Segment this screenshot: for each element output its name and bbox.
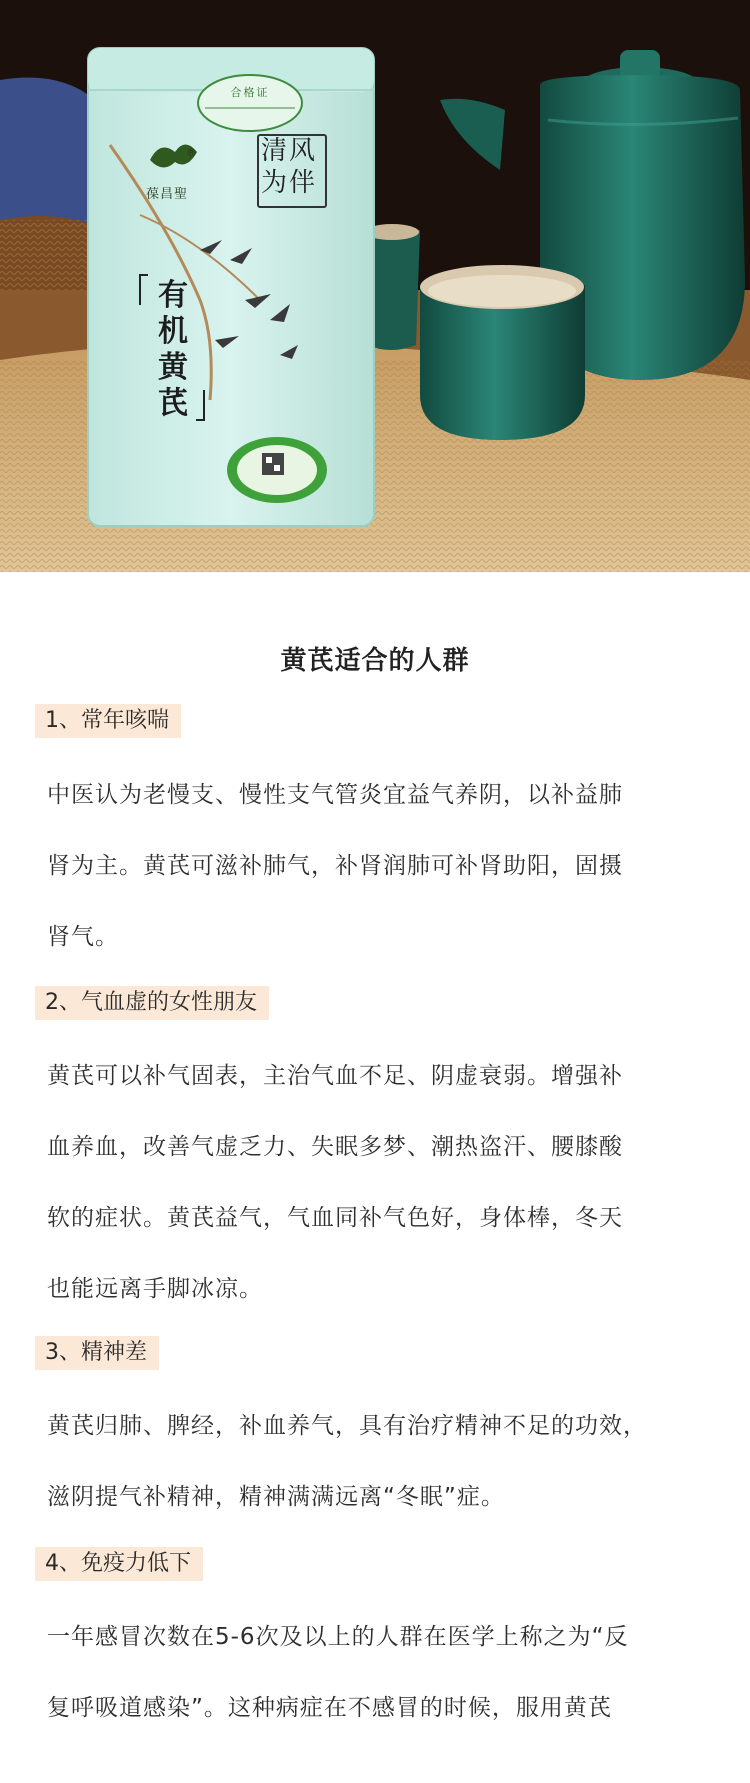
text-line: 肾气。: [47, 924, 119, 950]
section-body-1: [47, 760, 707, 973]
product-title-char: 有: [158, 278, 188, 313]
product-title-char: 芪: [158, 386, 188, 421]
section-heading-2: 2、气血虚的女性朋友: [35, 986, 269, 1020]
text-line: 中医认为老慢支、慢性支气管炎宜益气养阴，以补益肺: [47, 782, 623, 808]
text-line: 也能远离手脚冰凉。: [47, 1276, 263, 1302]
product-title-char: 机: [158, 314, 188, 349]
text-line: 一年感冒次数在5-6次及以上的人群在医学上称之为“反: [47, 1624, 629, 1650]
product-scene-illustration: [0, 0, 750, 572]
brand-name: 葆昌聖: [146, 187, 189, 202]
section-heading-1: 1、常年咳喘: [35, 704, 181, 738]
brand-registered-mark: ®: [186, 146, 197, 159]
certificate-label: 合格证: [230, 86, 270, 99]
text-line: 血养血，改善气虚乏力、失眠多梦、潮热盗汗、腰膝酸: [47, 1134, 623, 1160]
text-line: 滋阴提气补精神，精神满满远离“冬眠”症。: [47, 1484, 505, 1510]
section-body-3: [47, 1391, 707, 1533]
stamp-line-1: 清风: [261, 136, 318, 166]
text-line: 复呼吸道感染”。这种病症在不感冒的时候，服用黄芪: [47, 1695, 612, 1721]
text-line: 软的症状。黄芪益气，气血同补气色好，身体棒，冬天: [47, 1205, 623, 1231]
text-line: 肾为主。黄芪可滋补肺气，补肾润肺可补肾助阳，固摄: [47, 853, 623, 879]
product-title-vertical: [153, 278, 193, 422]
article-title: 黄芪适合的人群: [280, 646, 470, 676]
section-body-2: [47, 1041, 707, 1325]
section-body-4: [47, 1602, 707, 1744]
section-heading-4: 4、免疫力低下: [35, 1547, 203, 1581]
product-title-char: 黄: [158, 350, 188, 385]
hero-product-photo: [0, 0, 750, 572]
section-heading-3: 3、精神差: [35, 1336, 159, 1370]
stamp-line-2: 为伴: [261, 168, 318, 198]
text-line: 黄芪可以补气固表，主治气血不足、阴虚衰弱。增强补: [47, 1063, 623, 1089]
text-line: 黄芪归肺、脾经，补血养气，具有治疗精神不足的功效，: [47, 1413, 647, 1439]
